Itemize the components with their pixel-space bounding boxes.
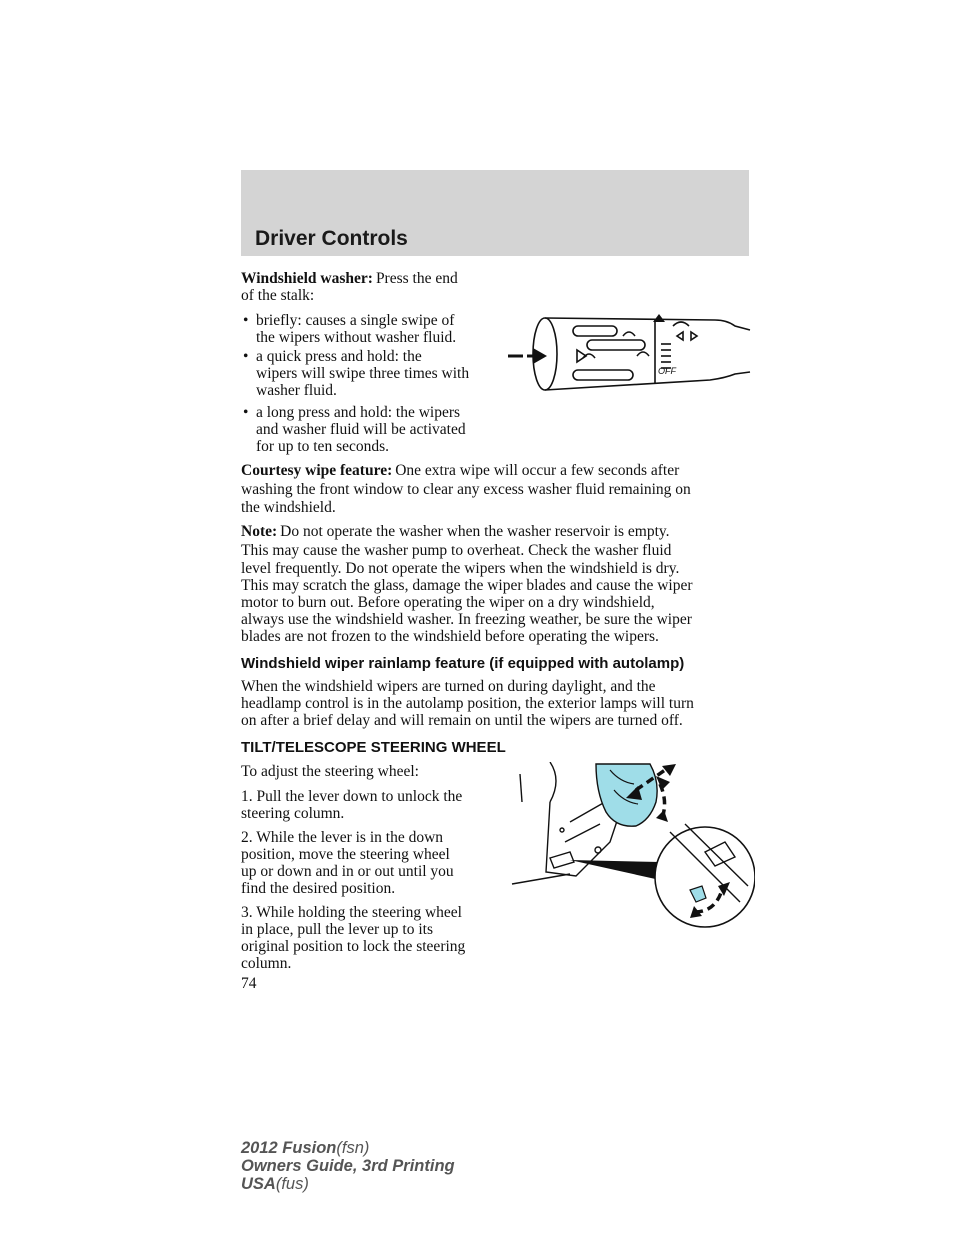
courtesy-heading: Courtesy wipe feature: xyxy=(241,462,393,479)
bullet-1-line1: briefly: causes a single swipe of xyxy=(256,312,455,329)
footer-region: USA xyxy=(241,1175,276,1193)
note-heading: Note: xyxy=(241,523,278,540)
footer-model: 2012 Fusion xyxy=(241,1139,337,1157)
step-2-line: up or down and in or out until you xyxy=(241,863,454,880)
tilt-intro: To adjust the steering wheel: xyxy=(241,763,419,780)
washer-intro-line2: of the stalk: xyxy=(241,287,315,304)
bullet-3-line3: for up to ten seconds. xyxy=(256,438,390,455)
section-title: Driver Controls xyxy=(255,227,408,250)
stalk-off-label: OFF xyxy=(658,366,676,376)
step-1-line: 1. Pull the lever down to unlock the xyxy=(241,788,463,805)
footer-guide: Owners Guide, 3rd Printing xyxy=(241,1157,455,1175)
rainlamp-line: headlamp control is in the autolamp position, the exterior lamps will turn xyxy=(241,695,694,712)
steering-column-illustration xyxy=(510,762,755,932)
bullet-3-line2: and washer fluid will be activated xyxy=(256,421,466,438)
note-line: motor to burn out. Before operating the wiper on a dry windshield, xyxy=(241,594,655,611)
note-line: blades are not frozen to the windshield before operating the wipers. xyxy=(241,628,659,645)
washer-intro-rest: Press the end xyxy=(375,270,458,287)
step-2-line: 2. While the lever is in the down xyxy=(241,829,444,846)
page-number: 74 xyxy=(241,975,257,992)
rainlamp-heading: Windshield wiper rainlamp feature (if equipped with autolamp) xyxy=(241,655,685,672)
step-2-line: find the desired position. xyxy=(241,880,396,897)
footer-region-code: (fus) xyxy=(275,1175,309,1193)
note-line1-rest: Do not operate the washer when the washer reservoir is empty. xyxy=(280,523,670,540)
bullet-1-line2: the wipers without washer fluid. xyxy=(256,329,457,346)
courtesy-line1 xyxy=(241,462,679,479)
courtesy-line1-rest: One extra wipe will occur a few seconds after xyxy=(395,462,680,479)
step-3-line: in place, pull the lever up to its xyxy=(241,921,433,938)
note-line: always use the windshield washer. In freezing weather, be sure the wiper xyxy=(241,611,692,628)
step-3-line: original position to lock the steering xyxy=(241,938,466,955)
wiper-stalk-illustration xyxy=(505,300,755,400)
footer-model-code: (fsn) xyxy=(336,1139,370,1157)
footer-line-1 xyxy=(241,1139,455,1157)
note-line: level frequently. Do not operate the wipers when the windshield is dry. xyxy=(241,560,680,577)
footer-line-3 xyxy=(241,1175,455,1193)
bullet-2-line1: a quick press and hold: the xyxy=(256,348,422,365)
note-line: This may scratch the glass, damage the wiper blades and cause the wiper xyxy=(241,577,693,594)
bullet-2-line2: wipers will swipe three times with xyxy=(256,365,470,382)
bullet-marker: • xyxy=(243,404,249,421)
note-line: This may cause the washer pump to overheat. Check the washer fluid xyxy=(241,542,672,559)
washer-intro-line1 xyxy=(241,270,458,287)
bullet-marker: • xyxy=(243,348,249,365)
washer-heading: Windshield washer: xyxy=(241,270,373,287)
bullet-3-line1: a long press and hold: the wipers xyxy=(256,404,461,421)
rainlamp-line: When the windshield wipers are turned on during daylight, and the xyxy=(241,678,656,695)
tilt-heading: TILT/TELESCOPE STEERING WHEEL xyxy=(241,739,506,756)
document-footer xyxy=(241,1139,455,1193)
courtesy-line2: washing the front window to clear any excess washer fluid remaining on xyxy=(241,481,691,498)
note-line1 xyxy=(241,523,670,540)
rainlamp-line: on after a brief delay and will remain on until the wipers are turned off. xyxy=(241,712,683,729)
step-1-line: steering column. xyxy=(241,805,345,822)
step-3-line: column. xyxy=(241,955,292,972)
step-2-line: position, move the steering wheel xyxy=(241,846,450,863)
bullet-marker: • xyxy=(243,312,249,329)
bullet-2-line3: washer fluid. xyxy=(256,382,337,399)
courtesy-line3: the windshield. xyxy=(241,499,336,516)
step-3-line: 3. While holding the steering wheel xyxy=(241,904,462,921)
section-header-band xyxy=(241,170,749,256)
